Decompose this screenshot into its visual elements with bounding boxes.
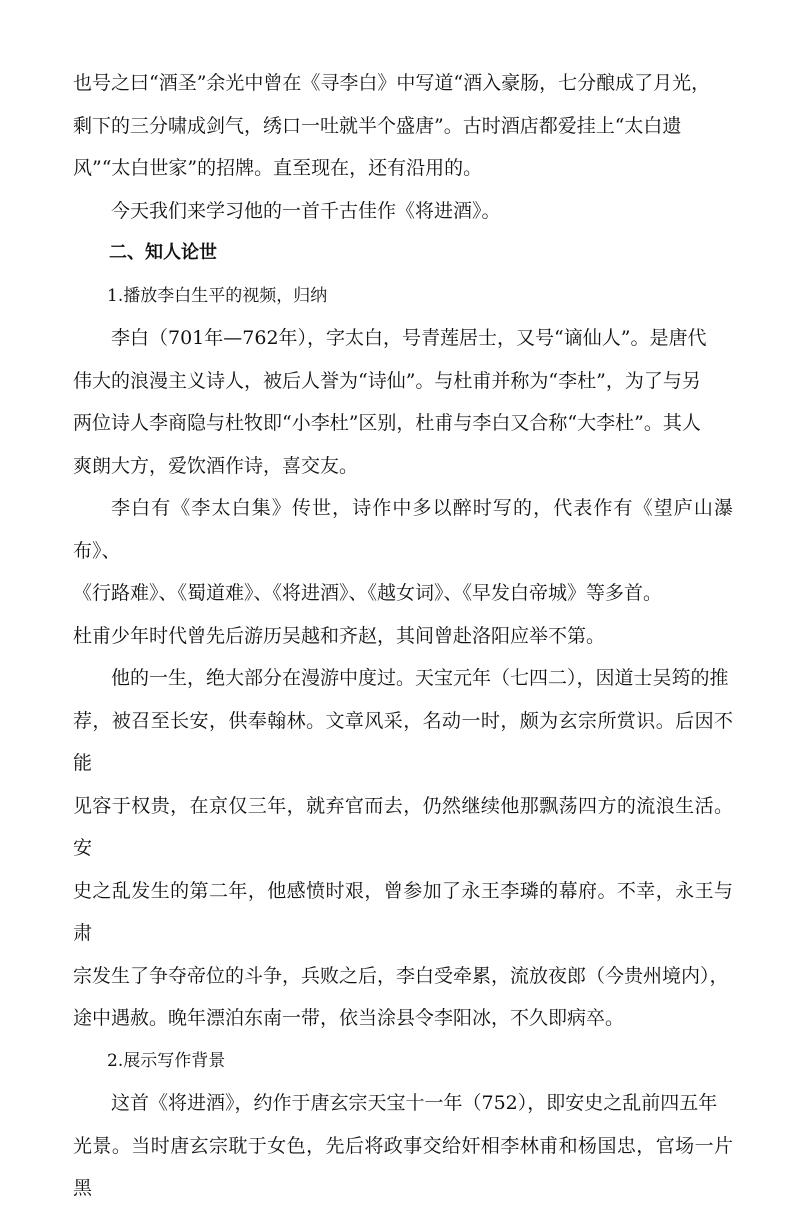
text-line: 史之乱发生的第二年，他感愤时艰，曾参加了永王李璘的幕府。不幸，永王与肃 <box>73 879 733 944</box>
text-line: 见容于权贵，在京仅三年，就弃官而去，仍然继续他那飘荡四方的流浪生活。安 <box>73 794 733 859</box>
paragraph-writing-background <box>73 1082 733 1210</box>
text-line: 也号之曰“酒圣”余光中曾在《寻李白》中写道“酒入豪肠，七分酿成了月光， <box>73 72 711 94</box>
paragraph-today-lesson: 今天我们来学习他的一首千古佳作《将进酒》。 <box>111 199 501 222</box>
text-line: 光景。当时唐玄宗耽于女色，先后将政事交给奸相李林甫和杨国忠，官场一片黑 <box>73 1134 733 1199</box>
paragraph-li-bai-bio <box>73 317 733 487</box>
text-line: 宗发生了争夺帝位的斗争，兵败之后，李白受牵累，流放夜郎（今贵州境内）， <box>73 964 729 987</box>
text-line: 他的一生，绝大部分在漫游中度过。天宝元年（七四二），因道士吴筠的推 <box>111 667 729 689</box>
text-line: 李白（701年—762年），字太白，号青莲居士，又号“谪仙人”。是唐代 <box>111 327 707 349</box>
text-line: 杜甫少年时代曾先后游历吴越和齐赵，其间曾赴洛阳应举不第。 <box>73 624 606 647</box>
text-line: 伟大的浪漫主义诗人，被后人誉为“诗仙”。与杜甫并称为“李杜”，为了与另 <box>73 369 701 392</box>
text-line: 荐，被召至长安，供奉翰林。文章风采，名动一时，颇为玄宗所赏识。后因不能 <box>73 709 733 774</box>
subheading-writing-background: 2.展示写作背景 <box>107 1050 226 1071</box>
paragraph-intro-continued <box>73 62 733 190</box>
paragraph-li-bai-works <box>73 487 733 657</box>
text-line: 剩下的三分啸成剑气，绣口一吐就半个盛唐”。古时酒店都爱挂上“太白遗 <box>73 114 682 137</box>
text-line: 爽朗大方，爱饮酒作诗，喜交友。 <box>73 454 359 477</box>
text-line: 李白有《李太白集》传世，诗作中多以醉时写的，代表作有《望庐山瀑布》、 <box>73 497 733 562</box>
text-line: 《行路难》、《蜀道难》、《将进酒》、《越女词》、《早发白帝城》等多首。 <box>73 582 663 604</box>
document-page <box>73 62 733 1210</box>
text-line: 风”“太白世家”的招牌。直至现在，还有沿用的。 <box>73 157 483 179</box>
subheading-video-summary: 1.播放李白生平的视频，归纳 <box>107 285 328 306</box>
text-line: 途中遇赦。晚年漂泊东南一带，依当涂县令李阳冰，不久即病卒。 <box>73 1007 625 1029</box>
text-line: 两位诗人李商隐与杜牧即“小李杜”区别，杜甫与李白又合称“大李杜”。其人 <box>73 412 701 434</box>
text-line: 这首《将进酒》，约作于唐玄宗天宝十一年（752），即安史之乱前四五年 <box>111 1092 718 1114</box>
paragraph-li-bai-life <box>73 657 733 1040</box>
section-heading-zhiren-lunshi: 二、知人论世 <box>109 242 217 263</box>
